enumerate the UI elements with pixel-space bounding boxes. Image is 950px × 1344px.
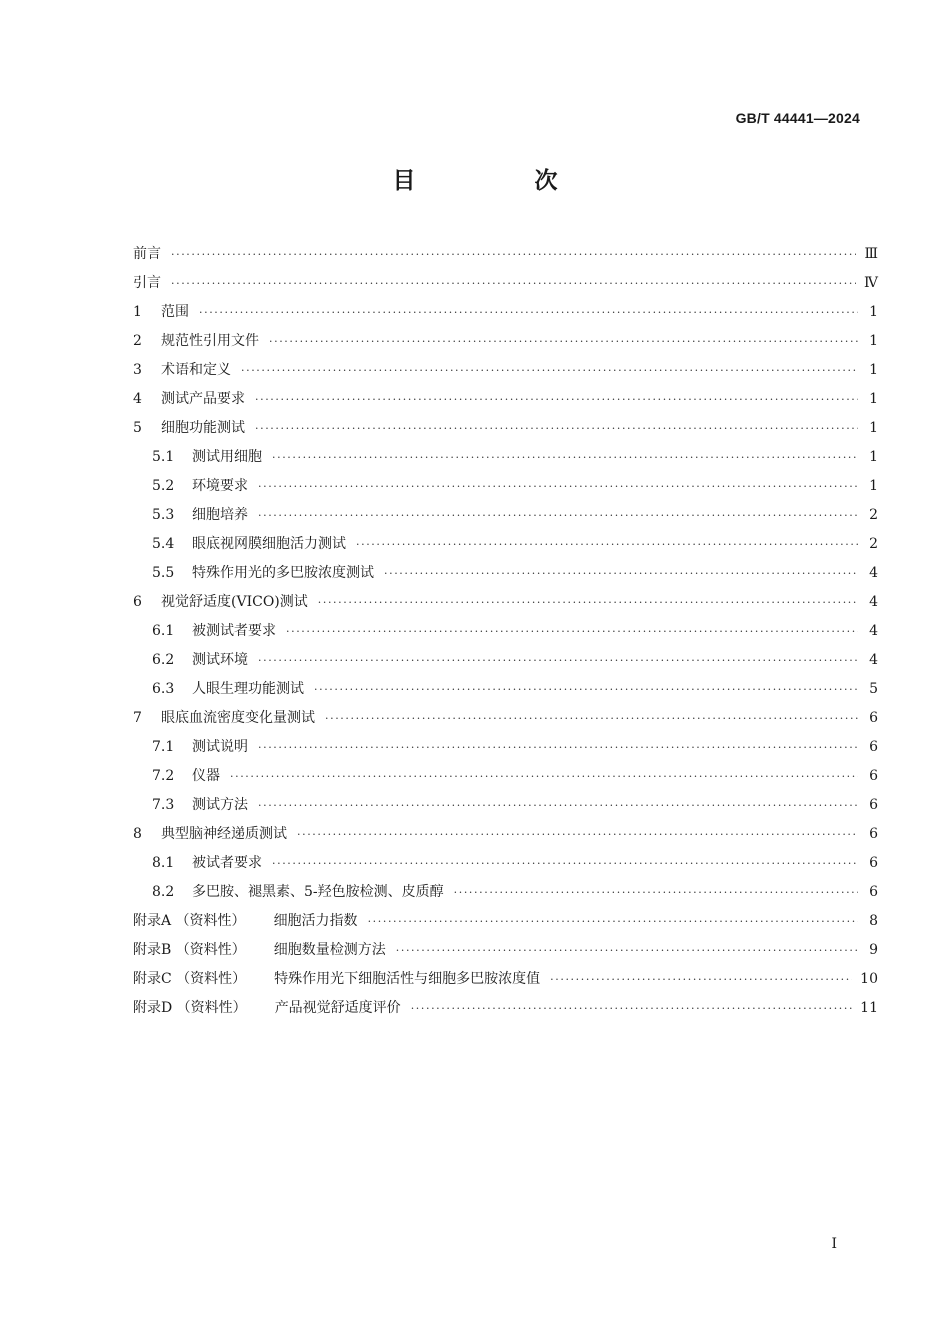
toc-entry-label: 被试者要求 bbox=[192, 855, 262, 871]
toc-entry-page: 9 bbox=[869, 942, 878, 958]
toc-entry-page: Ⅳ bbox=[864, 275, 878, 291]
toc-entry[interactable] bbox=[133, 733, 878, 762]
toc-entry-label: 术语和定义 bbox=[161, 362, 231, 378]
toc-entry[interactable] bbox=[133, 820, 878, 849]
table-of-contents bbox=[133, 240, 878, 1023]
toc-entry-number: 5.2 bbox=[152, 478, 175, 494]
toc-entry-page: 1 bbox=[869, 420, 878, 436]
toc-entry-page: 8 bbox=[869, 913, 878, 929]
toc-entry-label: 测试环境 bbox=[192, 652, 248, 668]
toc-entry[interactable] bbox=[133, 559, 878, 588]
toc-entry-label: 视觉舒适度(VICO)测试 bbox=[161, 594, 308, 610]
toc-leader-dots bbox=[314, 675, 858, 704]
toc-entry[interactable] bbox=[133, 762, 878, 791]
toc-entry-label: 多巴胺、褪黑素、5-羟色胺检测、皮质醇 bbox=[192, 884, 444, 900]
toc-entry-label: 规范性引用文件 bbox=[161, 333, 259, 349]
toc-leader-dots bbox=[258, 733, 858, 762]
toc-entry-number: 6.3 bbox=[152, 681, 175, 697]
toc-entry-appendix: 附录C （资料性） bbox=[133, 971, 247, 987]
toc-entry-page: 6 bbox=[869, 768, 878, 784]
toc-entry[interactable] bbox=[133, 617, 878, 646]
toc-entry-number: 7.1 bbox=[152, 739, 175, 755]
toc-entry-number: 8.2 bbox=[152, 884, 175, 900]
toc-entry-appendix: 附录B （资料性） bbox=[133, 942, 246, 958]
toc-leader-dots bbox=[255, 385, 858, 414]
toc-entry-page: 1 bbox=[869, 478, 878, 494]
toc-entry-page: 1 bbox=[869, 362, 878, 378]
toc-entry-page: 6 bbox=[869, 826, 878, 842]
toc-entry-label: 眼底血流密度变化量测试 bbox=[161, 710, 315, 726]
toc-entry-label: 前言 bbox=[133, 246, 161, 262]
toc-entry-number: 5 bbox=[133, 420, 142, 436]
toc-entry[interactable] bbox=[133, 936, 878, 965]
standard-code: GB/T 44441—2024 bbox=[735, 110, 860, 126]
toc-leader-dots bbox=[258, 646, 858, 675]
toc-entry-number: 7 bbox=[133, 710, 142, 726]
toc-entry-label: 引言 bbox=[133, 275, 161, 291]
toc-entry-page: 2 bbox=[869, 536, 878, 552]
toc-entry-number: 5.3 bbox=[152, 507, 175, 523]
toc-entry[interactable] bbox=[133, 849, 878, 878]
toc-leader-dots bbox=[230, 762, 858, 791]
toc-entry-appendix: 附录D （资料性） bbox=[133, 1000, 247, 1016]
toc-entry-number: 7.3 bbox=[152, 797, 175, 813]
toc-entry-page: 5 bbox=[869, 681, 878, 697]
toc-entry[interactable] bbox=[133, 530, 878, 559]
toc-entry-page: 6 bbox=[869, 884, 878, 900]
toc-entry[interactable] bbox=[133, 704, 878, 733]
toc-entry[interactable] bbox=[133, 878, 878, 907]
toc-entry-label: 范围 bbox=[161, 304, 189, 320]
toc-leader-dots bbox=[286, 617, 858, 646]
toc-entry[interactable] bbox=[133, 414, 878, 443]
toc-entry-label: 测试产品要求 bbox=[161, 391, 245, 407]
toc-entry-label: 典型脑神经递质测试 bbox=[161, 826, 287, 842]
toc-leader-dots bbox=[258, 472, 858, 501]
toc-entry[interactable] bbox=[133, 385, 878, 414]
toc-entry-label: 特殊作用光下细胞活性与细胞多巴胺浓度值 bbox=[274, 971, 541, 987]
toc-leader-dots bbox=[550, 965, 852, 994]
toc-entry-number: 2 bbox=[133, 333, 142, 349]
toc-entry-appendix: 附录A （资料性） bbox=[133, 913, 246, 929]
toc-entry-label: 特殊作用光的多巴胺浓度测试 bbox=[192, 565, 374, 581]
toc-entry-page: 4 bbox=[869, 652, 878, 668]
toc-entry[interactable] bbox=[133, 443, 878, 472]
toc-leader-dots bbox=[241, 356, 858, 385]
toc-entry-page: 6 bbox=[869, 739, 878, 755]
toc-entry-number: 6 bbox=[133, 594, 142, 610]
toc-entry-page: Ⅲ bbox=[864, 246, 878, 262]
toc-entry-number: 5.1 bbox=[152, 449, 175, 465]
toc-entry-page: 2 bbox=[869, 507, 878, 523]
toc-entry-page: 1 bbox=[869, 391, 878, 407]
toc-entry-label: 环境要求 bbox=[192, 478, 248, 494]
toc-entry-page: 6 bbox=[869, 797, 878, 813]
toc-entry[interactable] bbox=[133, 965, 878, 994]
toc-leader-dots bbox=[171, 240, 856, 269]
toc-leader-dots bbox=[454, 878, 858, 907]
toc-leader-dots bbox=[258, 501, 858, 530]
toc-entry[interactable] bbox=[133, 646, 878, 675]
toc-leader-dots bbox=[318, 588, 858, 617]
toc-entry-page: 11 bbox=[860, 1000, 878, 1016]
toc-leader-dots bbox=[297, 820, 858, 849]
toc-leader-dots bbox=[258, 791, 858, 820]
toc-entry[interactable] bbox=[133, 675, 878, 704]
toc-entry[interactable] bbox=[133, 298, 878, 327]
toc-entry-number: 1 bbox=[133, 304, 142, 320]
toc-leader-dots bbox=[396, 936, 858, 965]
toc-leader-dots bbox=[171, 269, 856, 298]
toc-entry-label: 仪器 bbox=[192, 768, 220, 784]
toc-entry-number: 6.2 bbox=[152, 652, 175, 668]
toc-leader-dots bbox=[325, 704, 858, 733]
toc-entry-page: 1 bbox=[869, 304, 878, 320]
toc-entry-page: 4 bbox=[869, 565, 878, 581]
toc-entry[interactable] bbox=[133, 588, 878, 617]
toc-leader-dots bbox=[269, 327, 858, 356]
page-number: Ⅰ bbox=[831, 1236, 837, 1252]
toc-entry-number: 5.5 bbox=[152, 565, 175, 581]
toc-entry-number: 6.1 bbox=[152, 623, 175, 639]
toc-leader-dots bbox=[384, 559, 858, 588]
toc-entry-page: 4 bbox=[869, 623, 878, 639]
toc-entry-label: 被测试者要求 bbox=[192, 623, 276, 639]
toc-entry-number: 7.2 bbox=[152, 768, 175, 784]
toc-leader-dots bbox=[255, 414, 858, 443]
toc-leader-dots bbox=[368, 907, 858, 936]
toc-entry-label: 细胞活力指数 bbox=[273, 913, 358, 929]
toc-leader-dots bbox=[199, 298, 858, 327]
toc-entry-label: 测试说明 bbox=[192, 739, 248, 755]
toc-entry-number: 8.1 bbox=[152, 855, 175, 871]
toc-entry[interactable] bbox=[133, 907, 878, 936]
toc-entry-number: 4 bbox=[133, 391, 142, 407]
toc-leader-dots bbox=[272, 849, 858, 878]
toc-entry-page: 6 bbox=[869, 710, 878, 726]
toc-entry-number: 8 bbox=[133, 826, 142, 842]
toc-entry[interactable] bbox=[133, 994, 878, 1023]
toc-entry-number: 3 bbox=[133, 362, 142, 378]
toc-entry[interactable] bbox=[133, 240, 878, 269]
toc-entry-label: 产品视觉舒适度评价 bbox=[274, 1000, 401, 1016]
toc-entry-label: 细胞培养 bbox=[192, 507, 248, 523]
toc-entry-label: 测试方法 bbox=[192, 797, 248, 813]
toc-entry[interactable] bbox=[133, 356, 878, 385]
toc-entry[interactable] bbox=[133, 472, 878, 501]
toc-leader-dots bbox=[356, 530, 858, 559]
toc-entry-number: 5.4 bbox=[152, 536, 175, 552]
page-title: 目 次 bbox=[392, 168, 606, 194]
toc-entry[interactable] bbox=[133, 327, 878, 356]
toc-leader-dots bbox=[272, 443, 858, 472]
toc-leader-dots bbox=[411, 994, 852, 1023]
toc-entry-label: 测试用细胞 bbox=[192, 449, 262, 465]
toc-entry[interactable] bbox=[133, 791, 878, 820]
toc-entry-page: 1 bbox=[869, 449, 878, 465]
toc-entry-label: 眼底视网膜细胞活力测试 bbox=[192, 536, 346, 552]
toc-entry-label: 人眼生理功能测试 bbox=[192, 681, 304, 697]
toc-entry-label: 细胞数量检测方法 bbox=[273, 942, 386, 958]
toc-entry-page: 6 bbox=[869, 855, 878, 871]
toc-entry-label: 细胞功能测试 bbox=[161, 420, 245, 436]
toc-entry-page: 10 bbox=[860, 971, 878, 987]
toc-entry[interactable] bbox=[133, 269, 878, 298]
toc-entry-page: 4 bbox=[869, 594, 878, 610]
toc-entry[interactable] bbox=[133, 501, 878, 530]
toc-entry-page: 1 bbox=[869, 333, 878, 349]
